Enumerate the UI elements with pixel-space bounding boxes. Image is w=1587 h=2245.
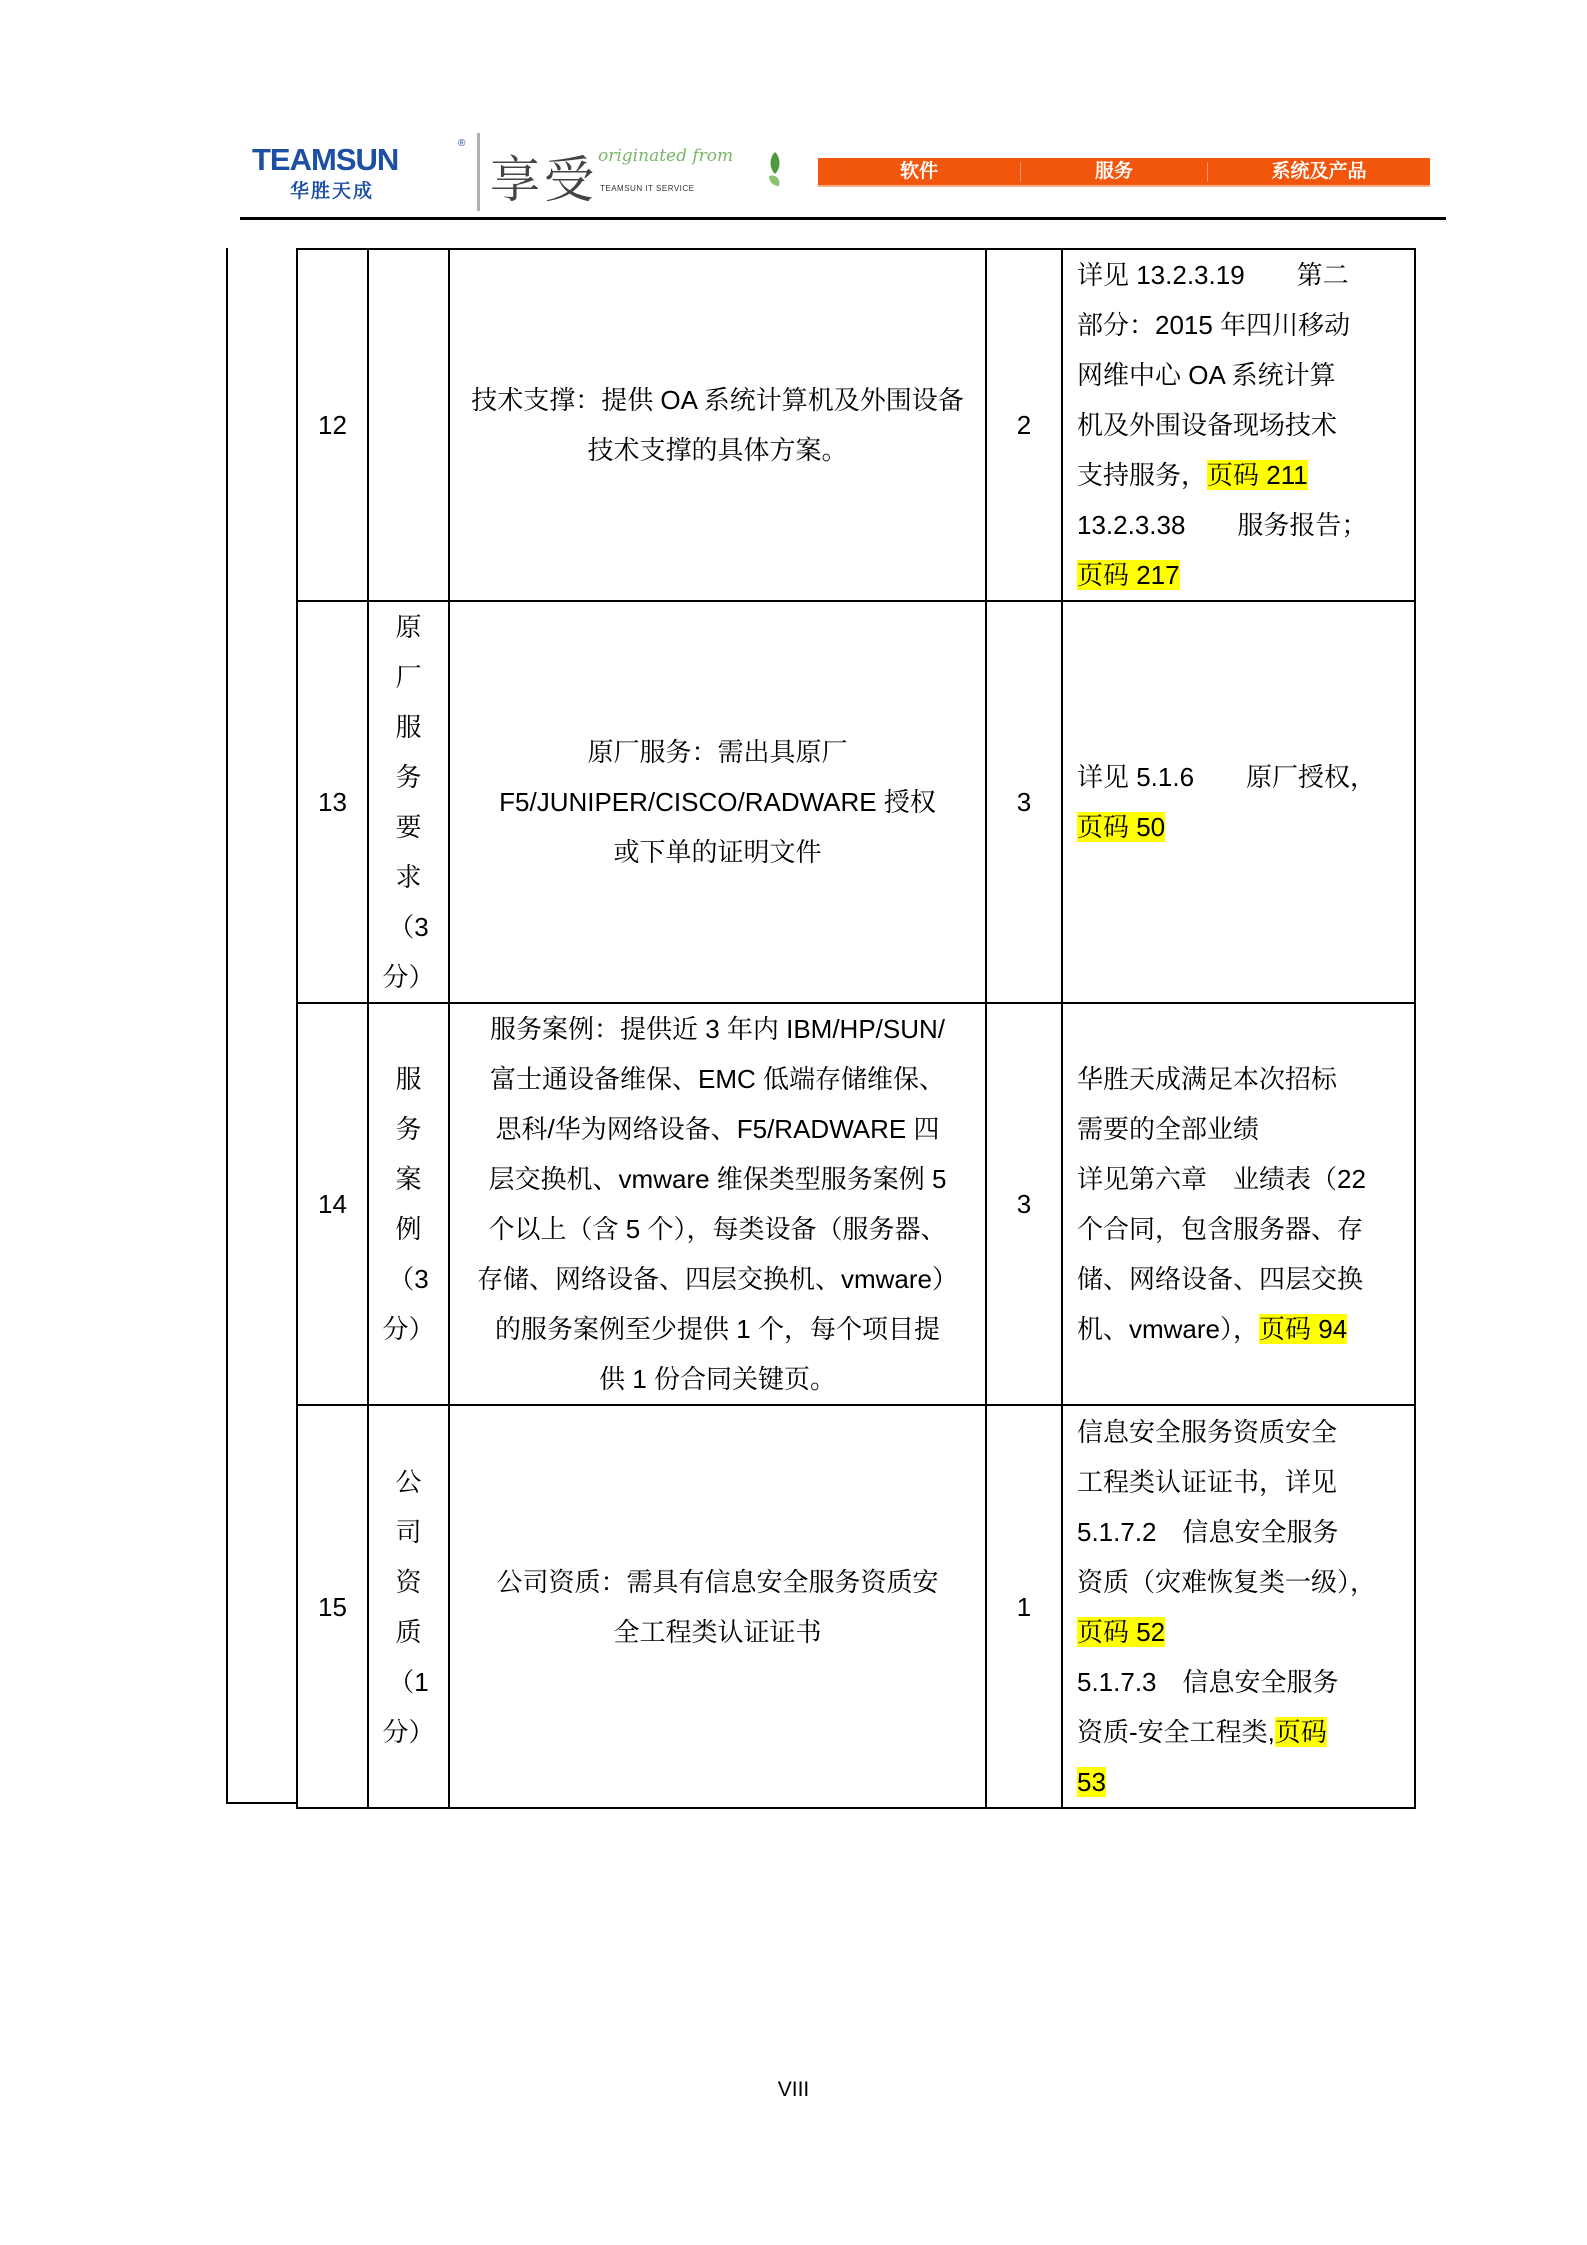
- response-line: [1077, 1304, 1402, 1354]
- response-line: [1077, 802, 1402, 852]
- category-char: 求: [395, 862, 422, 892]
- table-row: [297, 249, 1415, 601]
- page-reference-highlight: 页码 50: [1077, 812, 1166, 842]
- page-reference-highlight: 页码 217: [1077, 560, 1180, 590]
- response-line: [1077, 1707, 1402, 1757]
- requirement-cell: [449, 1405, 986, 1808]
- slogan-subtitle: TEAMSUN IT SERVICE: [600, 184, 695, 193]
- response-line: [1077, 1557, 1402, 1607]
- response-text: 资质（灾难恢复类一级），: [1077, 1566, 1377, 1597]
- response-line: [1077, 1657, 1402, 1707]
- response-line: [1077, 300, 1402, 350]
- score-cell: 1: [986, 1405, 1062, 1808]
- outer-table-border: [226, 248, 228, 1804]
- page-reference-highlight: 页码 52: [1077, 1616, 1166, 1647]
- page-reference-highlight: 页码: [1274, 1716, 1327, 1747]
- category-char: 分）: [382, 1314, 435, 1344]
- category-char: 资: [395, 1566, 422, 1597]
- header-nav-banner: [818, 158, 1430, 185]
- response-cell: [1062, 1003, 1415, 1405]
- response-line: [1077, 752, 1402, 802]
- category-char: 服: [395, 712, 422, 742]
- response-line: [1077, 1457, 1402, 1507]
- teamsun-logo-text: TEAMSUN: [252, 142, 399, 177]
- requirement-text: 技术支撑：提供 OA 系统计算机及外围设备技术支撑的具体方案。: [471, 385, 964, 465]
- category-char: 务: [395, 762, 422, 792]
- category-char: 厂: [395, 662, 422, 692]
- requirement-line: 思科/华为网络设备、F5/RADWARE 四: [495, 1114, 940, 1144]
- nav-systems-products: 系统及产品: [1271, 161, 1367, 182]
- row-number: 15: [297, 1405, 368, 1808]
- response-text: 信息安全服务资质安全: [1077, 1416, 1338, 1447]
- requirement-cell: [449, 601, 986, 1003]
- category-char: 分）: [382, 962, 435, 992]
- response-text: 详见 5.1.6 原厂授权，: [1077, 762, 1377, 792]
- response-text: 部分：2015 年四川移动: [1077, 310, 1351, 340]
- category-cell: [368, 1003, 449, 1405]
- teamsun-logo-cn: 华胜天成: [290, 181, 375, 202]
- category-char: 司: [395, 1516, 422, 1547]
- category-char: （3: [388, 912, 429, 942]
- registered-mark: ®: [458, 138, 466, 149]
- requirement-line: 全工程类认证证书: [613, 1616, 822, 1647]
- requirement-line: 富士通设备维保、EMC 低端存储维保、: [489, 1064, 945, 1094]
- table-row: [297, 601, 1415, 1003]
- response-line: [1077, 250, 1402, 300]
- response-cell: [1062, 601, 1415, 1003]
- requirement-line: 存储、网络设备、四层交换机、vmware）: [476, 1264, 958, 1294]
- response-text: 机、vmware），: [1077, 1314, 1260, 1344]
- response-line: [1077, 1607, 1402, 1657]
- response-line: [1077, 500, 1402, 550]
- outer-table-border: [226, 1802, 298, 1804]
- response-text: 详见 13.2.3.19 第二: [1077, 260, 1349, 290]
- category-char: 案: [395, 1164, 422, 1194]
- nav-service: 服务: [1094, 161, 1133, 182]
- table-row: [297, 1003, 1415, 1405]
- response-text: 支持服务，: [1077, 460, 1208, 490]
- response-line: [1077, 550, 1402, 600]
- category-char: （3: [388, 1264, 429, 1294]
- response-text: 资质-安全工程类,: [1077, 1716, 1275, 1747]
- slogan-originated: originated from: [598, 146, 734, 166]
- requirement-line: 公司资质：需具有信息安全服务资质安: [496, 1566, 939, 1597]
- nav-software: 软件: [899, 161, 938, 182]
- category-char: 质: [395, 1616, 422, 1647]
- requirement-line: 层交换机、vmware 维保类型服务案例 5: [488, 1164, 947, 1194]
- category-char: 务: [395, 1114, 422, 1144]
- table-row: [297, 1405, 1415, 1808]
- page-reference-highlight: 53: [1077, 1766, 1106, 1797]
- category-char: 例: [395, 1214, 422, 1244]
- requirement-line: 个以上（含 5 个），每类设备（服务器、: [488, 1214, 947, 1244]
- response-line: [1077, 350, 1402, 400]
- row-number: 14: [297, 1003, 368, 1405]
- response-text: 需要的全部业绩: [1077, 1114, 1260, 1144]
- response-line: [1077, 1507, 1402, 1557]
- category-char: 原: [395, 612, 422, 642]
- requirement-line: 原厂服务：需出具原厂: [587, 737, 848, 767]
- category-char: 分）: [382, 1716, 435, 1747]
- row-number: 13: [297, 601, 368, 1003]
- response-line: [1077, 1054, 1402, 1104]
- page-reference-highlight: 页码 94: [1259, 1314, 1348, 1344]
- response-text: 储、网络设备、四层交换: [1077, 1264, 1364, 1294]
- category-cell: [368, 601, 449, 1003]
- header-divider: [477, 133, 480, 211]
- score-cell: 3: [986, 601, 1062, 1003]
- requirement-cell: [449, 249, 986, 601]
- response-text: 个合同，包含服务器、存: [1077, 1214, 1364, 1244]
- response-line: [1077, 1204, 1402, 1254]
- response-line: [1077, 1254, 1402, 1304]
- response-line: [1077, 450, 1402, 500]
- response-text: 5.1.7.2 信息安全服务: [1077, 1516, 1339, 1547]
- response-text: 机及外围设备现场技术: [1077, 410, 1338, 440]
- page-number: VIII: [777, 2078, 810, 2101]
- response-text: 网维中心 OA 系统计算: [1077, 360, 1336, 390]
- requirement-line: 的服务案例至少提供 1 个，每个项目提: [495, 1314, 940, 1344]
- response-text: 详见第六章 业绩表（22: [1077, 1164, 1366, 1194]
- response-cell: [1062, 1405, 1415, 1808]
- category-char: 要: [395, 812, 422, 842]
- response-line: [1077, 400, 1402, 450]
- requirements-table: [296, 248, 1416, 1809]
- response-line: [1077, 1154, 1402, 1204]
- page-header: [0, 0, 1587, 225]
- score-cell: 3: [986, 1003, 1062, 1405]
- response-line: [1077, 1104, 1402, 1154]
- response-line: [1077, 1757, 1402, 1807]
- slogan-calligraphy: 享受: [490, 151, 598, 209]
- category-cell: [368, 1405, 449, 1808]
- score-cell: 2: [986, 249, 1062, 601]
- category-char: 公: [395, 1466, 422, 1497]
- category-cell: [368, 249, 449, 601]
- response-text: 13.2.3.38 服务报告；: [1077, 510, 1368, 540]
- row-number: 12: [297, 249, 368, 601]
- requirement-cell: [449, 1003, 986, 1405]
- requirement-line: 服务案例：提供近 3 年内 IBM/HP/SUN/: [489, 1014, 946, 1044]
- page-reference-highlight: 页码 211: [1207, 460, 1308, 490]
- category-char: （1: [388, 1666, 429, 1697]
- header-rule: [240, 217, 1446, 220]
- requirement-line: 供 1 份合同关键页。: [599, 1364, 836, 1394]
- category-char: 服: [395, 1064, 422, 1094]
- requirement-line: F5/JUNIPER/CISCO/RADWARE 授权: [499, 787, 936, 817]
- response-line: [1077, 1407, 1402, 1457]
- response-text: 5.1.7.3 信息安全服务: [1077, 1666, 1339, 1697]
- response-text: 华胜天成满足本次招标: [1077, 1064, 1338, 1094]
- response-cell: [1062, 249, 1415, 601]
- response-text: 工程类认证证书，详见: [1077, 1466, 1338, 1497]
- leaf-icon: [765, 150, 785, 188]
- requirement-line: 或下单的证明文件: [613, 837, 822, 867]
